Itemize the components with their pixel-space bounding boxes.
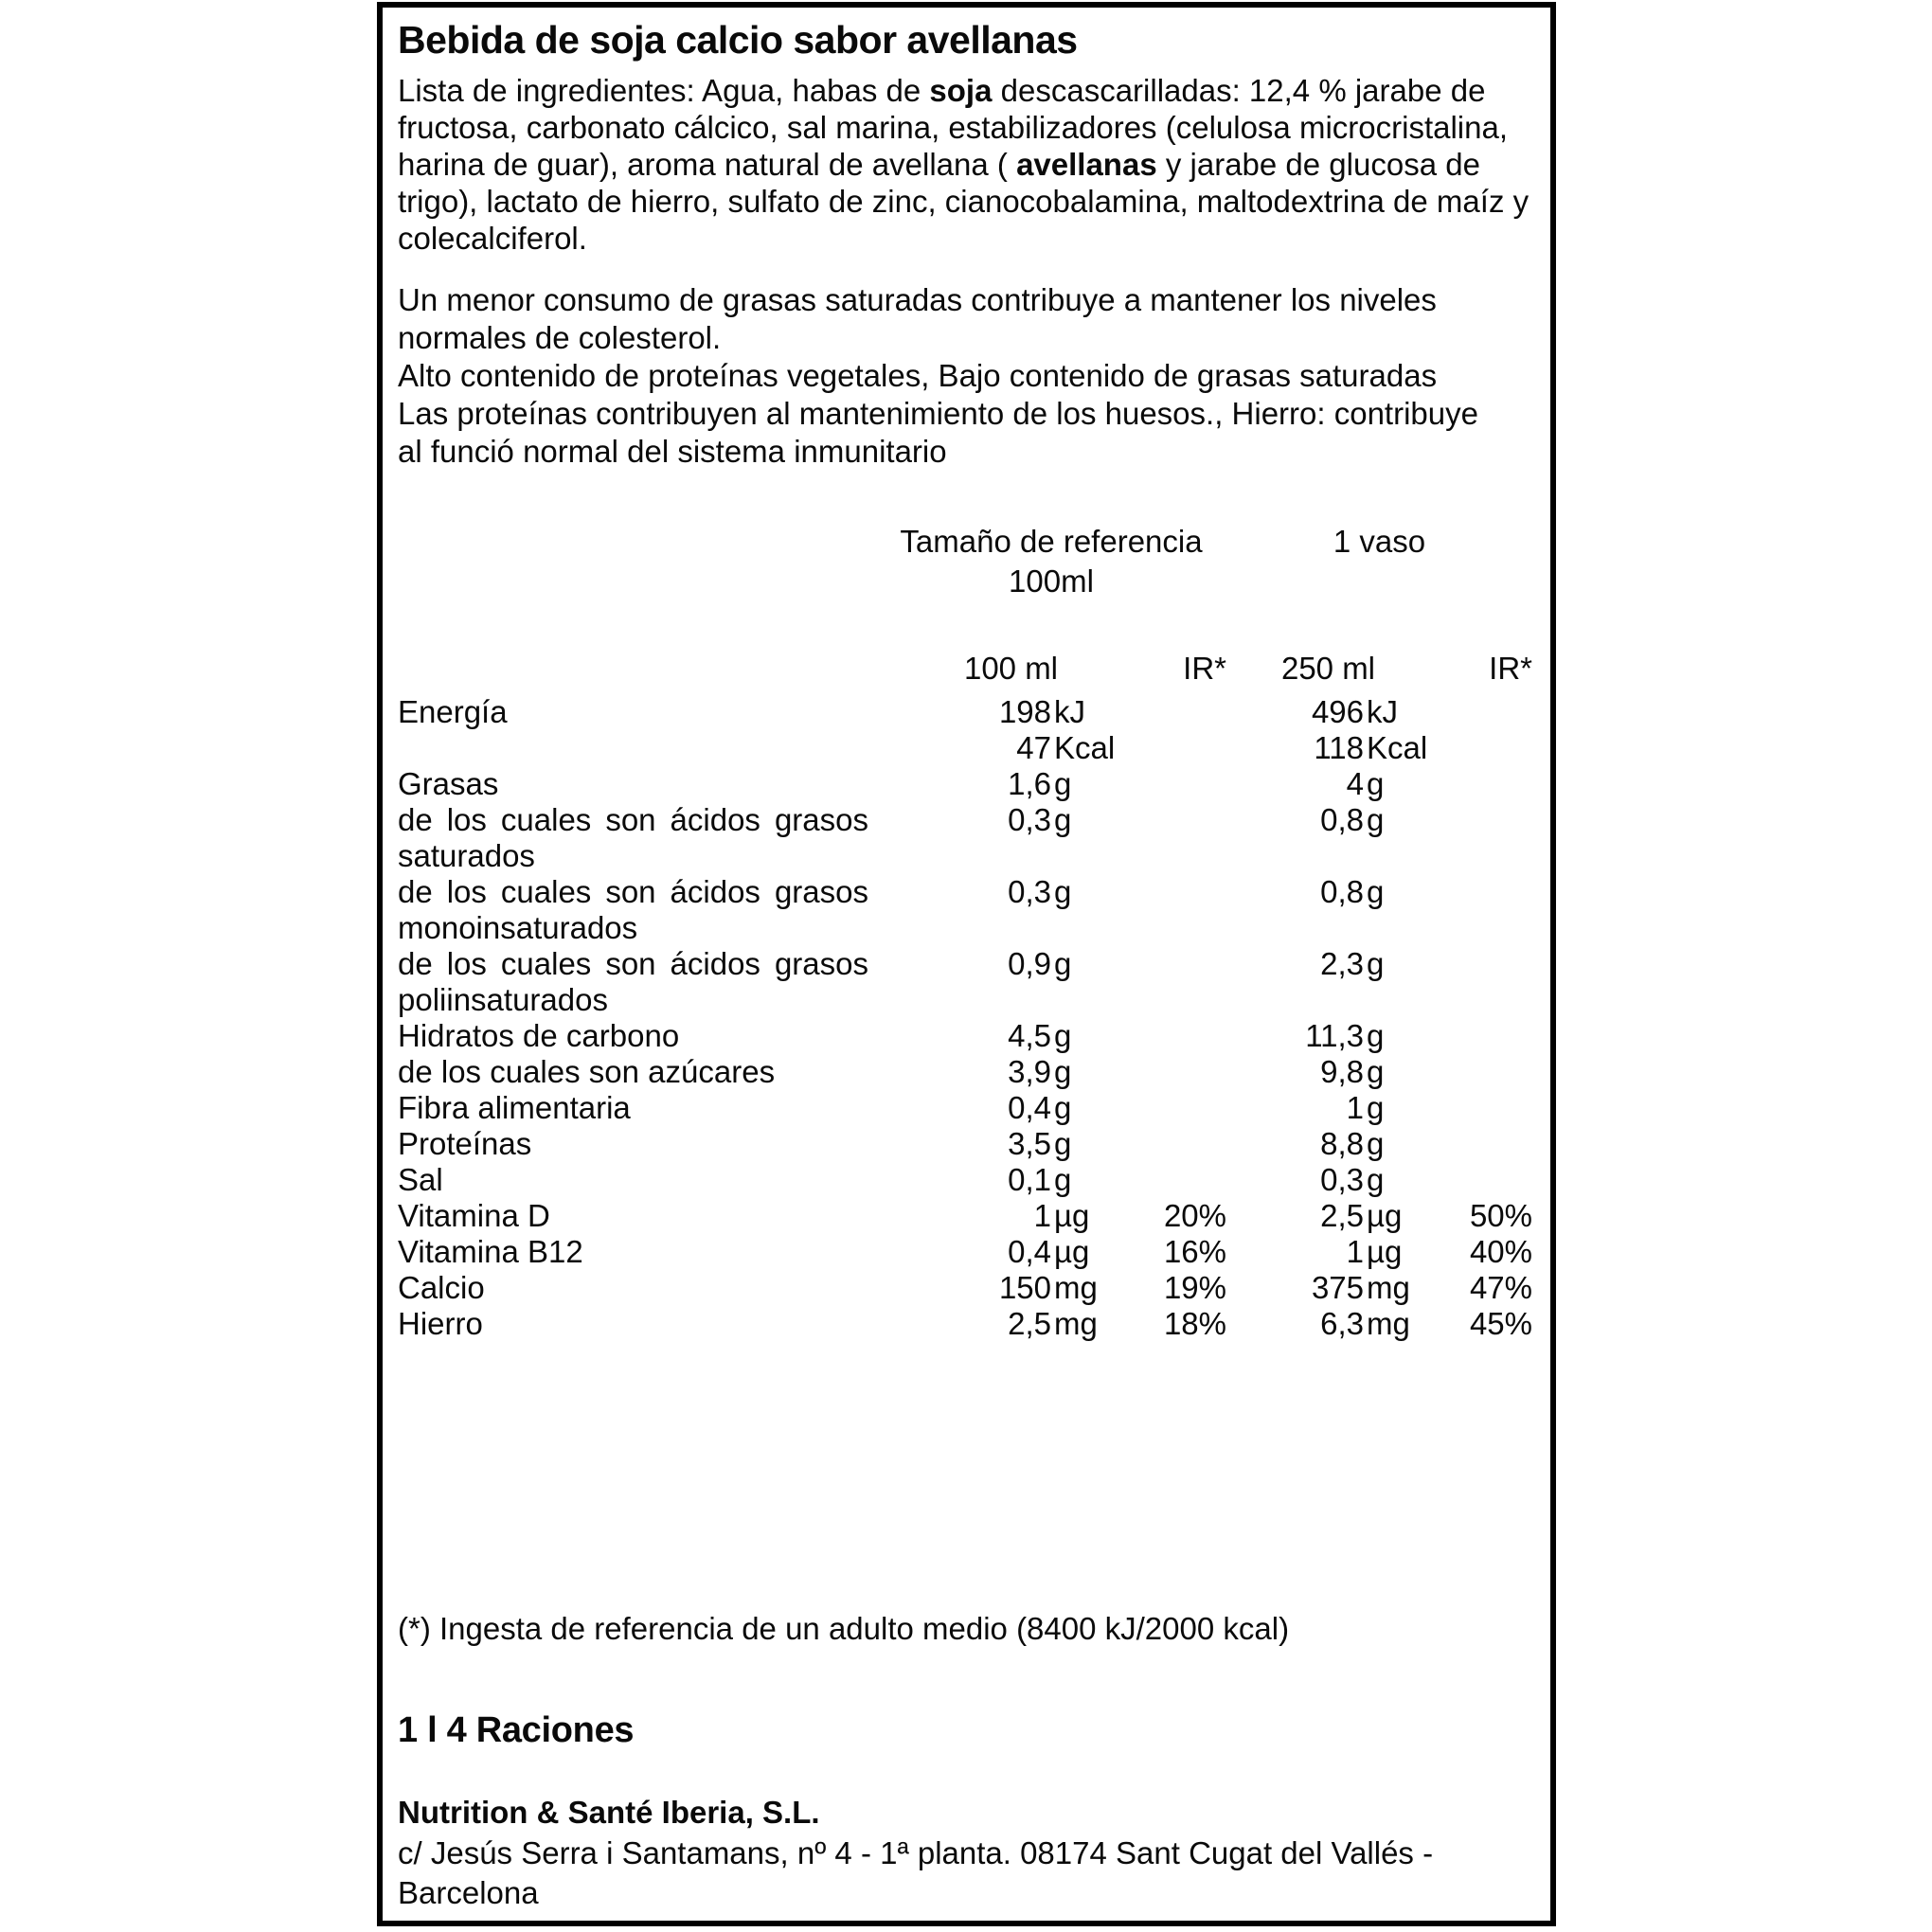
unit-250ml: g — [1367, 874, 1385, 909]
nutrition-row — [398, 874, 1535, 946]
unit-100ml: kJ — [1054, 694, 1085, 729]
nutrition-row — [398, 1054, 1535, 1090]
value-100ml: 1,6 — [1008, 766, 1051, 801]
nutrient-name: Fibra alimentaria — [398, 1090, 631, 1125]
nutrition-row — [398, 730, 1535, 766]
nutrition-row — [398, 1162, 1535, 1198]
column-header-ir-100ml: IR* — [1183, 651, 1226, 686]
unit-250ml: g — [1367, 1054, 1385, 1089]
ir-percent-250ml: 50% — [1469, 1198, 1532, 1233]
value-100ml: 47 — [1016, 730, 1051, 765]
value-100ml: 0,3 — [1008, 874, 1051, 909]
value-100ml: 4,5 — [1008, 1018, 1051, 1053]
nutrition-row — [398, 1018, 1535, 1054]
value-100ml: 0,1 — [1008, 1162, 1051, 1197]
nutrition-row — [398, 694, 1535, 730]
nutrition-table-header — [398, 651, 1535, 687]
nutrient-name: de los cuales son ácidos grasos saturados — [398, 802, 868, 873]
value-250ml: 4 — [1346, 766, 1364, 801]
nutrient-name: Proteínas — [398, 1126, 532, 1161]
claim-saturated-fat-cholesterol: Un menor consumo de grasas saturadas contribuye a mantener los niveles normales de colesterol. — [398, 282, 1437, 355]
value-100ml: 150 — [998, 1270, 1051, 1305]
value-100ml: 198 — [998, 694, 1051, 729]
unit-100ml: mg — [1054, 1270, 1098, 1305]
value-250ml: 0,3 — [1320, 1162, 1364, 1197]
value-100ml: 0,3 — [1008, 802, 1051, 837]
value-250ml: 2,5 — [1320, 1198, 1364, 1233]
manufacturer-name: Nutrition & Santé Iberia, S.L. — [398, 1795, 820, 1830]
reference-size-value: 100ml — [1009, 564, 1094, 599]
ir-percent-250ml: 45% — [1469, 1306, 1532, 1341]
value-250ml: 375 — [1311, 1270, 1364, 1305]
column-header-250ml: 250 ml — [1280, 651, 1376, 686]
unit-250ml: g — [1367, 802, 1385, 837]
value-250ml: 6,3 — [1320, 1306, 1364, 1341]
value-100ml: 3,5 — [1008, 1126, 1051, 1161]
unit-100ml: g — [1054, 1054, 1072, 1089]
nutrient-name: de los cuales son ácidos grasos poliinsaturados — [398, 946, 868, 1017]
ir-percent-250ml: 40% — [1469, 1234, 1532, 1269]
nutrient-name: Hidratos de carbono — [398, 1018, 680, 1053]
unit-100ml: g — [1054, 802, 1072, 837]
value-250ml: 8,8 — [1320, 1126, 1364, 1161]
nutrient-name: Calcio — [398, 1270, 485, 1305]
value-250ml: 9,8 — [1320, 1054, 1364, 1089]
ir-percent-100ml: 16% — [1163, 1234, 1226, 1269]
unit-250ml: mg — [1367, 1270, 1410, 1305]
ir-percent-100ml: 20% — [1163, 1198, 1226, 1233]
unit-250ml: g — [1367, 1126, 1385, 1161]
column-header-ir-250ml: IR* — [1489, 651, 1532, 686]
product-title: Bebida de soja calcio sabor avellanas — [398, 18, 1078, 62]
value-100ml: 0,4 — [1008, 1090, 1051, 1125]
value-100ml: 0,9 — [1008, 946, 1051, 981]
reference-size-label: Tamaño de referencia — [900, 524, 1203, 559]
value-250ml: 1 — [1346, 1234, 1364, 1269]
nutrient-name: de los cuales son ácidos grasos monoinsaturados — [398, 874, 868, 945]
nutrient-name: de los cuales son azúcares — [398, 1054, 776, 1089]
nutrient-name: Energía — [398, 694, 508, 729]
nutrition-label — [377, 2, 1556, 1926]
ir-percent-100ml: 19% — [1163, 1270, 1226, 1305]
column-header-100ml: 100 ml — [963, 651, 1059, 686]
unit-250ml: Kcal — [1367, 730, 1428, 765]
unit-100ml: g — [1054, 1090, 1072, 1125]
unit-100ml: mg — [1054, 1306, 1098, 1341]
nutrition-table-body — [398, 694, 1535, 1342]
unit-250ml: µg — [1367, 1198, 1403, 1233]
ir-percent-250ml: 47% — [1469, 1270, 1532, 1305]
unit-100ml: g — [1054, 766, 1072, 801]
unit-250ml: g — [1367, 946, 1385, 981]
reference-intake-footnote: (*) Ingesta de referencia de un adulto medio (8400 kJ/2000 kcal) — [398, 1611, 1290, 1646]
nutrition-row — [398, 802, 1535, 874]
serving-label: 1 vaso — [1333, 524, 1426, 559]
unit-250ml: g — [1367, 766, 1385, 801]
nutrition-table — [398, 651, 1535, 1342]
unit-100ml: g — [1054, 946, 1072, 981]
unit-100ml: g — [1054, 1126, 1072, 1161]
value-100ml: 1 — [1033, 1198, 1051, 1233]
ir-percent-100ml: 18% — [1163, 1306, 1226, 1341]
value-250ml: 0,8 — [1320, 802, 1364, 837]
unit-100ml: g — [1054, 1162, 1072, 1197]
pack-size-servings: 1 l 4 Raciones — [398, 1710, 635, 1750]
value-100ml: 2,5 — [1008, 1306, 1051, 1341]
unit-250ml: mg — [1367, 1306, 1410, 1341]
claim-protein-fat-content: Alto contenido de proteínas vegetales, Bajo contenido de grasas saturadas — [398, 358, 1438, 393]
nutrient-name: Vitamina B12 — [398, 1234, 583, 1269]
claim-protein-bones-iron: Las proteínas contribuyen al mantenimiento de los huesos., Hierro: contribuye al funció normal del sistema inmunitario — [398, 396, 1478, 469]
nutrition-row — [398, 1090, 1535, 1126]
nutrient-name: Sal — [398, 1162, 443, 1197]
value-250ml: 496 — [1311, 694, 1364, 729]
unit-100ml: Kcal — [1054, 730, 1116, 765]
value-100ml: 0,4 — [1008, 1234, 1051, 1269]
value-250ml: 0,8 — [1320, 874, 1364, 909]
ingredients-paragraph: Lista de ingredientes: Agua, habas de soja descascarilladas: 12,4 % jarabe de fructosa, carbonato cálcico, sal marina, estabilizadores (celulosa microcristalina, harina de guar), aroma natural de avellana ( avellanas y jarabe de glucosa de trigo), lactato de hierro, sulfato de zinc, cianocobalamina, maltodextrina de maíz y colecalciferol. — [398, 73, 1530, 256]
value-250ml: 11,3 — [1305, 1018, 1364, 1053]
nutrition-row — [398, 766, 1535, 802]
unit-250ml: kJ — [1367, 694, 1398, 729]
manufacturer-address: c/ Jesús Serra i Santamans, nº 4 - 1ª planta. 08174 Sant Cugat del Vallés - Barcelona — [398, 1835, 1434, 1910]
nutrition-row — [398, 1306, 1535, 1342]
unit-100ml: g — [1054, 1018, 1072, 1053]
manufacturer-block — [398, 1792, 1525, 1913]
nutrition-row — [398, 1234, 1535, 1270]
value-100ml: 3,9 — [1008, 1054, 1051, 1089]
unit-100ml: µg — [1054, 1234, 1090, 1269]
nutrition-row — [398, 1270, 1535, 1306]
reference-size — [876, 522, 1226, 601]
nutrition-row — [398, 1126, 1535, 1162]
unit-100ml: µg — [1054, 1198, 1090, 1233]
unit-250ml: g — [1367, 1018, 1385, 1053]
unit-100ml: g — [1054, 874, 1072, 909]
value-250ml: 2,3 — [1320, 946, 1364, 981]
unit-250ml: µg — [1367, 1234, 1403, 1269]
value-250ml: 118 — [1314, 730, 1364, 765]
value-250ml: 1 — [1346, 1090, 1364, 1125]
nutrition-row — [398, 1198, 1535, 1234]
serving-reference-header — [398, 522, 1535, 601]
claims-section — [398, 281, 1535, 471]
unit-250ml: g — [1367, 1162, 1385, 1197]
unit-250ml: g — [1367, 1090, 1385, 1125]
nutrient-name: Vitamina D — [398, 1198, 550, 1233]
nutrient-name: Hierro — [398, 1306, 483, 1341]
nutrient-name: Grasas — [398, 766, 499, 801]
nutrition-row — [398, 946, 1535, 1018]
